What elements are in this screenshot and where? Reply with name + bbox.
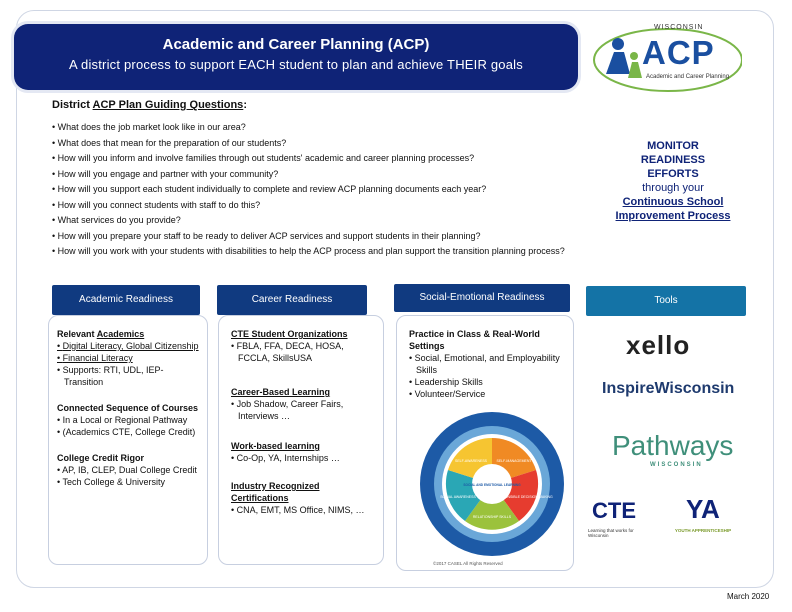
list-item: • How will you work with your students with disabilities to help the ACP process and plan support the transition planning process? [52, 246, 592, 257]
logo-acronym: ACP [642, 34, 715, 71]
list-item: • (Academics CTE, College Credit) [57, 426, 199, 438]
title-banner [14, 24, 578, 90]
wheel-label: SELF-AWARENESS [454, 459, 488, 463]
xello-logo[interactable]: xello [626, 330, 691, 360]
list-item: • How will you inform and involve families through out students' academic and career planning processes? [52, 151, 592, 167]
wheel-label: SOCIAL AWARENESS [440, 495, 476, 499]
page-subtitle: A district process to support EACH student to plan and achieve THEIR goals [69, 57, 523, 72]
work-based-learning-link[interactable]: Work-based learning [231, 441, 320, 451]
academic-readiness-card: Relevant Academics • Digital Literacy, Global Citizenship • Financial Literacy • Supports: RTI, UDL, IEP-Transition Connected Sequence of Courses • In a Local or Regional Pathway • (Academics CTE, College Credit) College Credit Rigor • AP, IB, CLEP, Dual College Credit • Tech College & University [48, 315, 208, 565]
monitor-readiness-box: MONITOR READINESS EFFORTS through your Continuous School Improvement Process [588, 139, 758, 223]
list-item: • What does the job market look like in our area? [52, 120, 592, 136]
cte-orgs-link[interactable]: CTE Student Organizations [231, 329, 348, 339]
ya-tagline: YOUTH APPRENTICESHIP [674, 528, 732, 533]
continuous-improvement-link-2[interactable]: Improvement Process [615, 210, 731, 222]
pathways-logo[interactable]: Pathways [612, 430, 734, 461]
list-item: • What does that mean for the preparation of our students? [52, 136, 592, 152]
cte-tagline: Learning that works for Wisconsin [588, 528, 634, 538]
guiding-questions-link[interactable]: ACP Plan Guiding Questions [92, 99, 244, 111]
practice-heading: Practice in Class & Real-World Settings [409, 329, 540, 351]
guiding-questions-list [52, 120, 592, 257]
wheel-label: RELATIONSHIP SKILLS [472, 515, 512, 519]
tools-heading: Tools [586, 286, 746, 316]
list-item[interactable]: • Digital Literacy, Global Citizenship [57, 340, 199, 352]
ya-logo[interactable]: YA [686, 494, 720, 524]
career-readiness-heading: Career Readiness [217, 285, 367, 315]
list-item[interactable]: • AP, IB, CLEP, Dual College Credit [57, 464, 199, 476]
list-item: • How will you support each student individually to complete and review ACP planning documents each year? [52, 182, 592, 198]
pathways-wisconsin-label: WISCONSIN [650, 462, 703, 468]
acp-logo [588, 22, 742, 92]
sel-wheel-diagram [418, 410, 566, 558]
relevant-academics-link[interactable]: Academics [96, 329, 145, 339]
list-item: • FBLA, FFA, DECA, HOSA, FCCLA, SkillsUSA [231, 340, 373, 364]
list-item: • How will you engage and partner with your community? [52, 167, 592, 183]
career-based-learning-link[interactable]: Career-Based Learning [231, 387, 331, 397]
list-item: • What services do you provide? [52, 213, 592, 229]
inspire-wisconsin-logo[interactable]: InspireWisconsin [602, 380, 735, 397]
wheel-center-label: SOCIAL AND EMOTIONAL LEARNING [463, 483, 521, 487]
career-readiness-card [218, 315, 384, 565]
guiding-questions-title: District ACP Plan Guiding Questions: [52, 99, 247, 111]
connected-sequence-heading: Connected Sequence of Courses [57, 403, 199, 413]
list-item[interactable]: • Financial Literacy [57, 352, 199, 364]
list-item: • How will you connect students with staff to do this? [52, 198, 592, 214]
page-title: Academic and Career Planning (ACP) [162, 36, 430, 53]
list-item: • Job Shadow, Career Fairs, Interviews … [231, 398, 373, 422]
list-item[interactable]: • Supports: RTI, UDL, IEP-Transition [57, 364, 199, 388]
logo-tagline: Academic and Career Planning [646, 74, 730, 80]
list-item: • Leadership Skills [409, 376, 565, 388]
list-item: • Social, Emotional, and Employability Skills [409, 352, 565, 376]
academic-readiness-heading: Academic Readiness [52, 285, 200, 315]
wheel-label: RESPONSIBLE DECISION-MAKING [495, 495, 553, 499]
list-item: • Tech College & University [57, 476, 199, 488]
list-item: • Volunteer/Service [409, 388, 565, 400]
list-item[interactable]: • In a Local or Regional Pathway [57, 414, 199, 426]
list-item: • Co-Op, YA, Internships … [231, 452, 373, 464]
cte-logo[interactable]: CTE [592, 498, 636, 523]
logo-state: WISCONSIN [654, 24, 704, 31]
list-item: • How will you prepare your staff to be ready to deliver ACP services and support students in their planning? [52, 229, 592, 245]
college-credit-heading: College Credit Rigor [57, 453, 145, 463]
social-emotional-heading: Social-Emotional Readiness [394, 284, 570, 312]
wheel-copyright: ©2017 CASEL All Rights Reserved [433, 561, 503, 566]
continuous-improvement-link[interactable]: Continuous School [622, 196, 724, 208]
footer-date: March 2020 [727, 592, 770, 601]
list-item: • CNA, EMT, MS Office, NIMS, … [231, 504, 373, 516]
wheel-label: SELF-MANAGEMENT [496, 459, 532, 463]
industry-certifications-link[interactable]: Industry Recognized Certifications [231, 481, 320, 503]
